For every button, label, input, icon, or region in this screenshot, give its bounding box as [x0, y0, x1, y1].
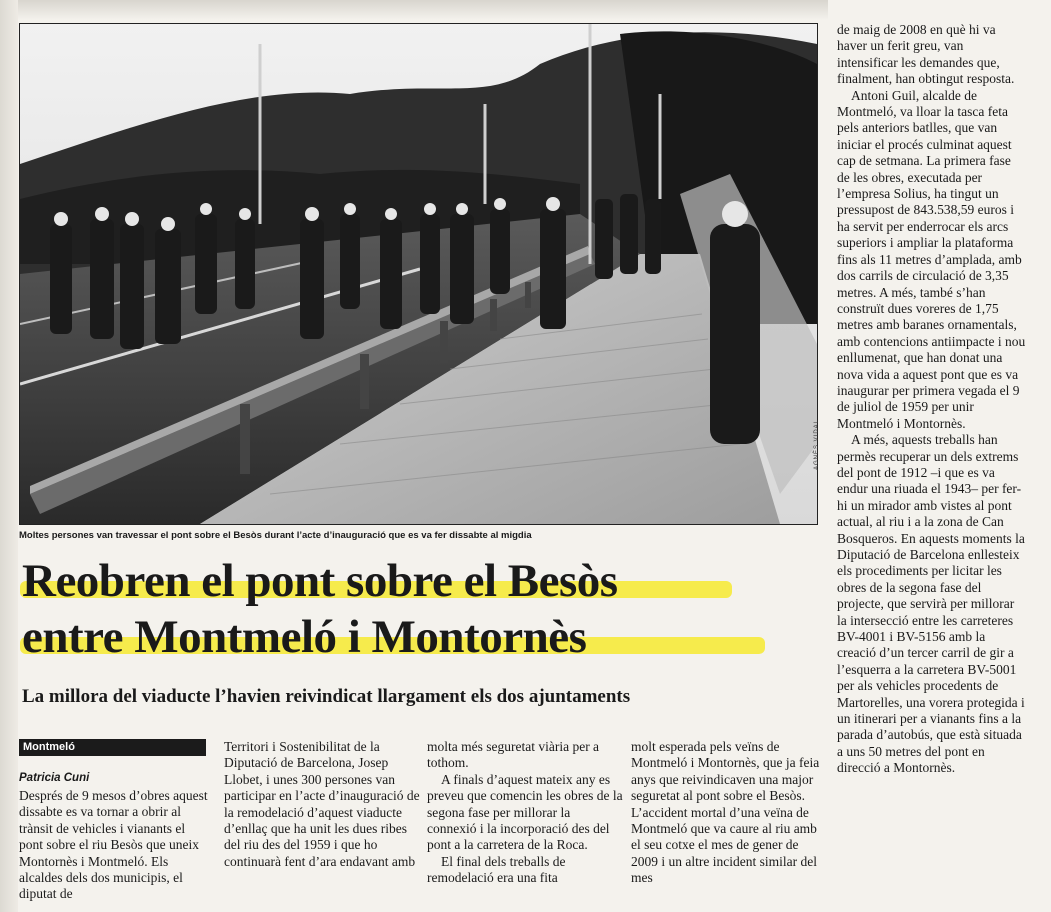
body-column-3: [427, 739, 623, 887]
paragraph: Territori i Sostenibilitat de la Diputació de Barcelona, Josep Llobet, i unes 300 persones van participar en l’acte d’inauguració de la remodelació d’aquest viaducte d’enllaç que ha unit les dues ribes del riu des del 1959 i que ho continuarà fent d’ara endavant amb: [224, 739, 420, 869]
paragraph: A més, aquests treballs han permès recuperar un dels extrems del pont de 1912 –i que es va endur una riuada el 1943– per fer-hi un mirador amb vistes al pont actual, al riu i a la zona de Can Bosqueros. En aquests moments la Diputació de Barcelona enllesteix els procediments per licitar les obres de la segona fase del projecte, que servirà per millorar la intersecció entre les carreteres BV-4001 i BV-5156 amb la creació d’un tercer carril de gir a l’esquerra a la carretera BV-5001 per als vehicles procedents de Martorelles, una vorera protegida i un itinerari per a vianants fins a la parada d’autobús, que està situada a uns 50 metres del pont en direcció a Montornès.: [837, 432, 1025, 776]
headline: [22, 553, 822, 665]
body-column-4: [631, 739, 827, 887]
headline-line-1: [22, 553, 822, 609]
photo-credit: AGNÈS VIDAL: [814, 418, 820, 470]
paragraph: Després de 9 mesos d’obres aquest dissabte es va tornar a obrir al trànsit de vehicles i vianants el pont sobre el riu Besòs que uneix Montornès i Montmeló. Els alcaldes dels dos municipis, el diputat de: [19, 788, 208, 902]
headline-line-2: [22, 609, 822, 665]
paragraph: El final dels treballs de remodelació era una fita: [427, 853, 566, 886]
bridge-photo: [19, 23, 818, 525]
body-column-1: [19, 788, 209, 903]
headline-text-2: entre Montmeló i Montornès: [22, 611, 587, 663]
adjacent-page-top-edge: [18, 0, 828, 20]
author-byline: Patricia Cuni: [19, 772, 90, 784]
paragraph: molt esperada pels veïns de Montmeló i Montornès, que ja feia anys que reivindicaven una major seguretat al pont sobre el Besòs. L’accident mortal d’una veïna de Montmeló que va caure al riu amb el seu cotxe el mes de gener de 2009 i un altre incident similar del mes: [631, 739, 820, 886]
section-tag: Montmeló: [19, 739, 206, 756]
paragraph: molta més seguretat viària per a tothom.: [427, 739, 600, 771]
body-column-2: [224, 739, 420, 870]
adjacent-page-edge: [0, 0, 18, 912]
subheadline: La millora del viaducte l’havien reivindicat llargament els dos ajuntaments: [22, 686, 631, 707]
paragraph: Antoni Guil, alcalde de Montmeló, va lloar la tasca feta pels anteriors batlles, que van iniciar el procés culminat aquest cap de setmana. La primera fase de les obres, executada per l’empresa Solius, ha tingut un pressupost de 843.538,59 euros i ha servit per enderrocar els arcs superiors i ampliar la plataforma fins als 11 metres d’amplada, amb dos carrils de circulació de 3,35 metres. A més, també s’han construït dues voreres de 1,75 metres amb baranes ornamentals, amb contencions antiimpacte i nou enllumenat, que han donat una nova vida a aquest pont que es va inaugurar per primera vegada el 9 de juliol de 1959 per unir Montmeló i Montornès.: [837, 87, 1026, 431]
paragraph: A finals d’aquest mateix any es preveu que comencin les obres de la segona fase per millorar la connexió i la incorporació des del pont a la carretera de la Roca.: [427, 771, 623, 853]
body-column-5: [837, 22, 1027, 777]
headline-text-1: Reobren el pont sobre el Besòs: [22, 555, 618, 607]
photo-caption: Moltes persones van travessar el pont sobre el Besòs durant l’acte d’inauguració que es va fer dissabte al migdia: [19, 530, 532, 541]
paragraph: de maig de 2008 en què hi va haver un ferit greu, van intensificar les demandes que, finalment, han obtingut resposta.: [837, 22, 1015, 87]
